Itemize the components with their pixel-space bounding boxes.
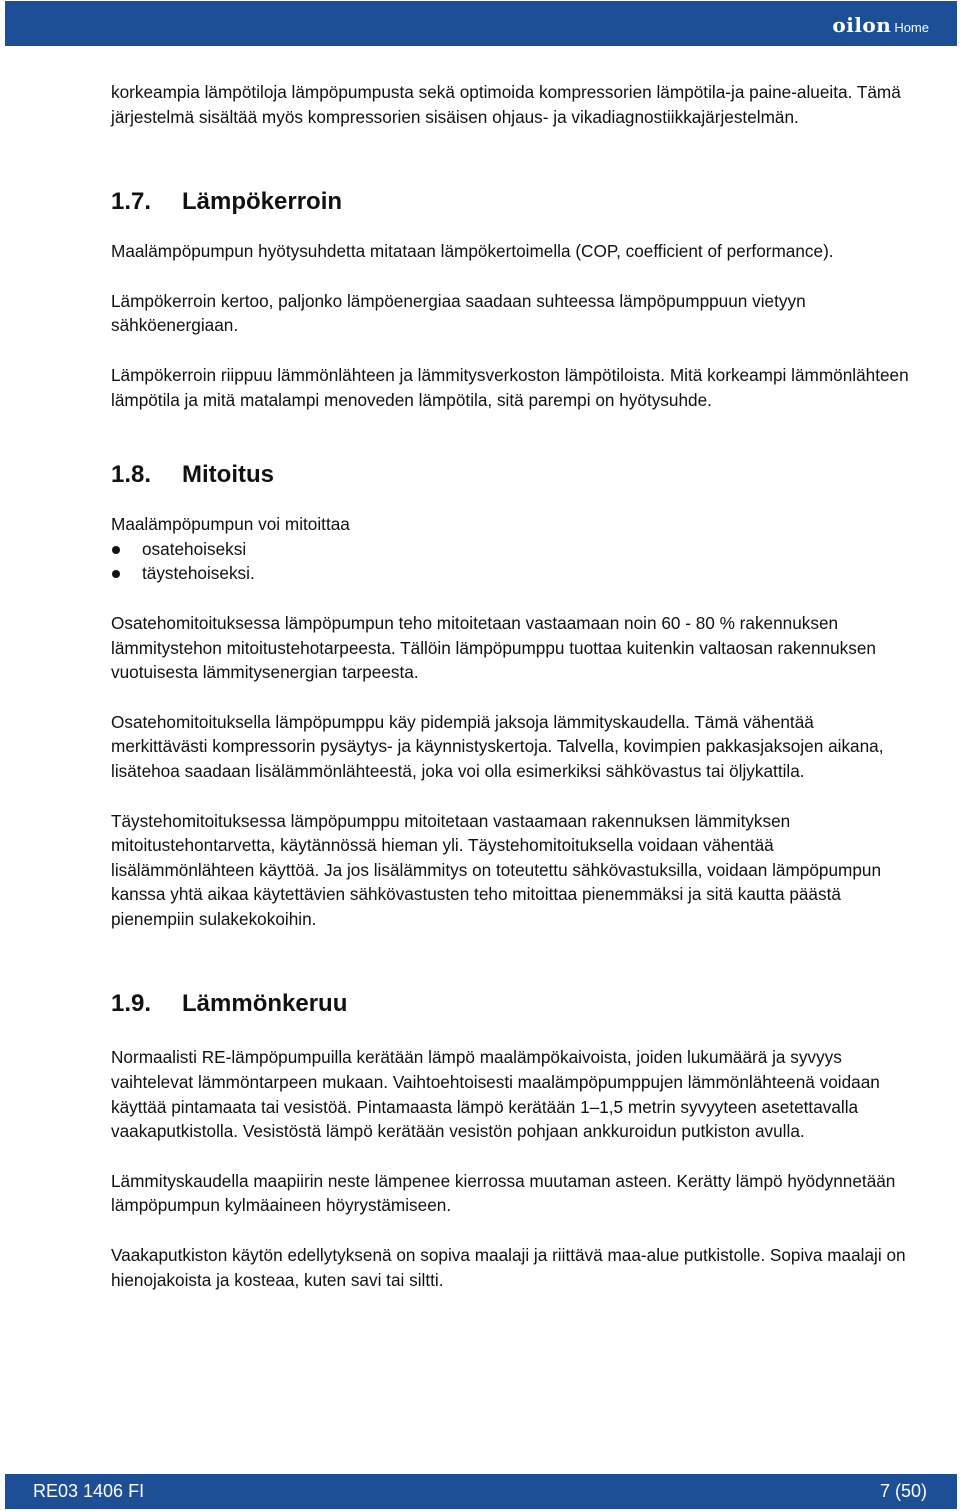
paragraph: Lämpökerroin riippuu lämmönlähteen ja lämmitysverkoston lämpötiloista. Mitä korkeampi lämmönlähteen lämpötila ja mitä matalampi menoveden lämpötila, sitä parempi on hyötysuhde.: [111, 364, 909, 410]
paragraph: Normaalisti RE-lämpöpumpuilla kerätään lämpö maalämpökaivoista, joiden lukumäärä ja syvyys vaihtelevat lämmöntarpeen mukaan. Vaihtoehtoisesti maalämpöpumppujen lämmönlähteenä voidaan käyttää pintamaata tai vesistöä. Pintamaasta lämpö kerätään 1–1,5 metrin syvyyteen asetettavalla vaakaputkistolla. Vesistöstä lämpö kerätään vesistön pohjaan ankkuroidun putkiston avulla.: [111, 1047, 880, 1142]
paragraph: Täystehomitoituksessa lämpöpumppu mitoitetaan vastaamaan rakennuksen lämmityksen mitoitustehontarvetta, käytännössä hieman yli. Täystehomitoituksella voidaan vähentää lisälämmönlähteen käyttöä. Ja jos lisälämmitys on toteutettu sähkövastuksilla, voidaan lämpöpumpun kanssa yhtä aikaa käytettävien sähkövastusten teho mitoittaa pienemmäksi ja sitä kautta päästä pienempiin sulakekokoihin.: [111, 810, 882, 929]
list-item: osatehoiseksi: [111, 537, 911, 562]
paragraph: Lämmityskaudella maapiirin neste lämpenee kierrossa muutaman asteen. Kerätty lämpö hyödynnetään lämpöpumpun kylmäaineen höyrystämiseen.: [111, 1170, 896, 1216]
oilon-logo: [832, 13, 929, 37]
section-number: 1.9.: [111, 990, 152, 1018]
paragraph: Lämpökerroin kertoo, paljonko lämpöenergiaa saadaan suhteessa lämpöpumppuun vietyyn sähköenergiaan.: [111, 290, 806, 336]
bullet-list: [111, 537, 911, 586]
logo-mark: oilon: [832, 13, 892, 37]
header-bar: [5, 1, 957, 46]
section-number: 1.8.: [111, 461, 152, 489]
paragraph: Maalämpöpumpun hyötysuhdetta mitataan lämpökertoimella (COP, coefficient of performance).: [111, 241, 834, 262]
section-heading-1-7: [111, 187, 911, 217]
paragraph: Osatehomitoituksessa lämpöpumpun teho mitoitetaan vastaamaan noin 60 - 80 % rakennuksen lämmitystehon mitoitustehotarpeesta. Tällöin lämpöpumppu tuottaa kuitenkin valtaosan rakennuksen vuotuisesta lämmitysenergian tarpeesta.: [111, 612, 876, 683]
section-heading-1-9: [111, 989, 911, 1019]
section-title: Lämmönkeruu: [182, 990, 348, 1018]
paragraph: Vaakaputkiston käytön edellytyksenä on sopiva maalaji ja riittävä maa-alue putkistolle. Sopiva maalaji on hienojakoista ja kosteaa, kuten savi tai siltti.: [111, 1245, 906, 1290]
page-content: [111, 80, 911, 1292]
section-heading-1-8: [111, 460, 911, 490]
section-title: Lämpökerroin: [182, 188, 343, 216]
section-number: 1.7.: [111, 188, 152, 216]
section-title: Mitoitus: [182, 461, 274, 489]
list-item: täystehoiseksi.: [111, 561, 911, 586]
document-code: RE03 1406 FI: [33, 1481, 145, 1501]
footer-bar: [5, 1474, 957, 1509]
logo-subtitle: Home: [894, 20, 929, 35]
paragraph: Maalämpöpumpun voi mitoittaa: [111, 514, 350, 535]
paragraph: Osatehomitoituksella lämpöpumppu käy pidempiä jaksoja lämmityskaudella. Tämä vähentää merkittävästi kompressorin pysäytys- ja käynnistyskertoja. Talvella, kovimpien pakkasjaksojen aikana, lisätehoa saadaan lisälämmönlähteestä, joka voi olla esimerkiksi sähkövastus tai öljykattila.: [111, 711, 884, 781]
page-number: 7 (50): [879, 1481, 927, 1501]
intro-paragraph: korkeampia lämpötiloja lämpöpumpusta sekä optimoida kompressorien lämpötila-ja paine-alueita. Tämä järjestelmä sisältää myös kompressorien sisäisen ohjaus- ja vikadiagnostiikkajärjestelmän.: [111, 82, 901, 127]
